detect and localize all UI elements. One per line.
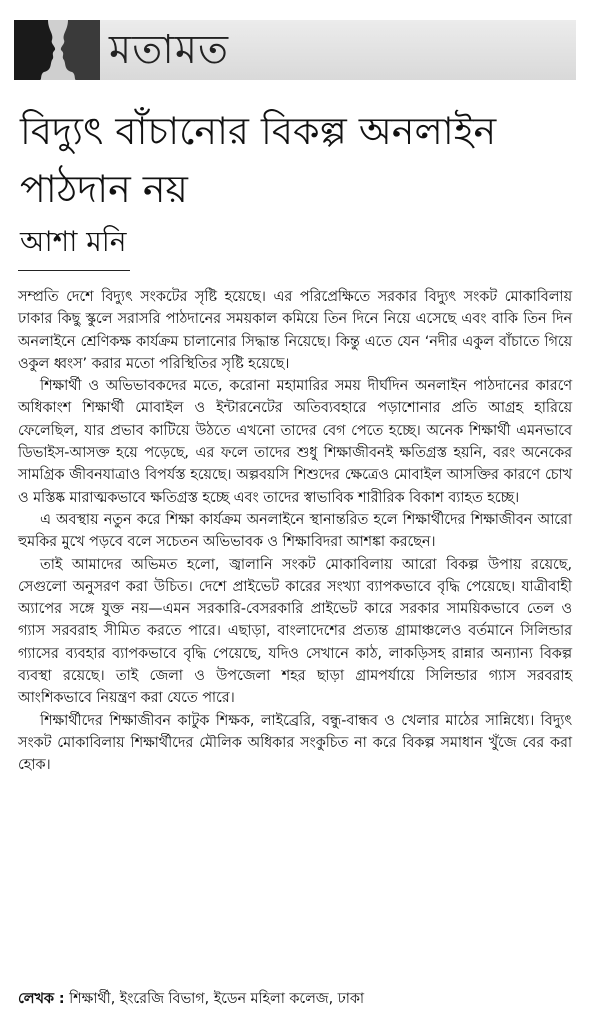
section-banner — [14, 20, 576, 80]
author-byline: আশা মনি — [20, 225, 127, 258]
section-title: মতামত — [109, 27, 230, 73]
faces-silhouette-logo — [14, 20, 100, 80]
article-paragraph: এ অবস্থায় নতুন করে শিক্ষা কার্যক্রম অনলাইনে স্থানান্তরিত হলে শিক্ষার্থীদের শিক্ষাজীবন আরো হুমকির মুখে পড়বে বলে সচেতন অভিভাবক ও শিক্ষাবিদরা আশঙ্কা করছেন। — [18, 511, 572, 551]
author-description: শিক্ষার্থী, ইংরেজি বিভাগ, ইডেন মহিলা কলেজ, ঢাকা — [64, 991, 365, 1007]
author-label: লেখক : — [18, 991, 65, 1007]
article-paragraph: শিক্ষার্থীদের শিক্ষাজীবন কাটুক শিক্ষক, লাইব্রেরি, বন্ধু-বান্ধব ও খেলার মাঠের সান্নিধ্যে। বিদ্যুৎ সংকট মোকাবিলায় শিক্ষার্থীদের মৌলিক অধিকার সংকুচিত না করে বিকল্প সমাধান খুঁজে বের করা হোক। — [18, 712, 572, 774]
article-body — [18, 286, 572, 777]
article-paragraph: তাই আমাদের অভিমত হলো, জ্বালানি সংকট মোকাবিলায় আরো বিকল্প উপায় রয়েছে, সেগুলো অনুসরণ করা উচিত। দেশে প্রাইভেট কারের সংখ্যা ব্যাপকভাবে বৃদ্ধি পেয়েছে। যাত্রীবাহী অ্যাপের সঙ্গে যুক্ত নয়—এমন সরকারি-বেসরকারি প্রাইভেট কারে সরকার সাময়িকভাবে তেল ও গ্যাস সরবরাহ সীমিত করতে পারে। এছাড়া, বাংলাদেশের প্রত্যন্ত গ্রামাঞ্চলেও বর্তমানে সিলিন্ডার গ্যাসের ব্যবহার ব্যাপকভাবে বৃদ্ধি পেয়েছে, যদিও সেখানে কাঠ, লাকড়িসহ রান্নার অন্যান্য বিকল্প ব্যবস্থা রয়েছে। তাই জেলা ও উপজেলা শহর ছাড়া গ্রামপর্যায়ে সিলিন্ডার গ্যাস সরবরাহ আংশিকভাবে নিয়ন্ত্রণ করা যেতে পারে। — [18, 556, 572, 707]
article-headline: বিদ্যুৎ বাঁচানোর বিকল্প অনলাইন পাঠদান নয় — [20, 109, 497, 211]
article-paragraph: সম্প্রতি দেশে বিদ্যুৎ সংকটের সৃষ্টি হয়েছে। এর পরিপ্রেক্ষিতে সরকার বিদ্যুৎ সংকট মোকাবিলায় ঢাকার কিছু স্কুলে সরাসরি পাঠদানের সময়কাল কমিয়ে তিন দিনে নিয়ে এসেছে এবং বাকি তিন দিন অনলাইনে শ্রেণিকক্ষ কার্যক্রম চালানোর সিদ্ধান্ত নিয়েছে। কিন্তু এতে যেন ‘নদীর একুল বাঁচাতে গিয়ে ওকুল ধ্বংস’ করার মতো পরিস্থিতির সৃষ্টি হয়েছে। — [18, 289, 572, 372]
byline-underline — [18, 270, 130, 271]
author-info — [18, 988, 364, 1010]
article-paragraph: শিক্ষার্থী ও অভিভাবকদের মতে, করোনা মহামারির সময় দীর্ঘদিন অনলাইন পাঠদানের কারণে অধিকাংশ শিক্ষার্থী মোবাইল ও ইন্টারনেটের অতিব্যবহারে পড়াশোনার প্রতি আগ্রহ হারিয়ে ফেলেছিল, যার প্রভাব কাটিয়ে উঠতে এখনো তাদের বেগ পেতে হচ্ছে। অনেক শিক্ষার্থী এমনভাবে ডিভাইস-আসক্ত হয়ে পড়েছে, এর ফলে তাদের শুধু শিক্ষাজীবনই ক্ষতিগ্রস্ত হয়নি, বরং অনেকের সামগ্রিক জীবনযাত্রাও বিপর্যস্ত হয়েছে। অল্পবয়সি শিশুদের ক্ষেত্রেও মোবাইল আসক্তির কারণে চোখ ও মস্তিষ্ক মারাত্মকভাবে ক্ষতিগ্রস্ত হচ্ছে এবং তাদের স্বাভাবিক শারীরিক বিকাশ ব্যাহত হচ্ছে। — [18, 378, 572, 506]
